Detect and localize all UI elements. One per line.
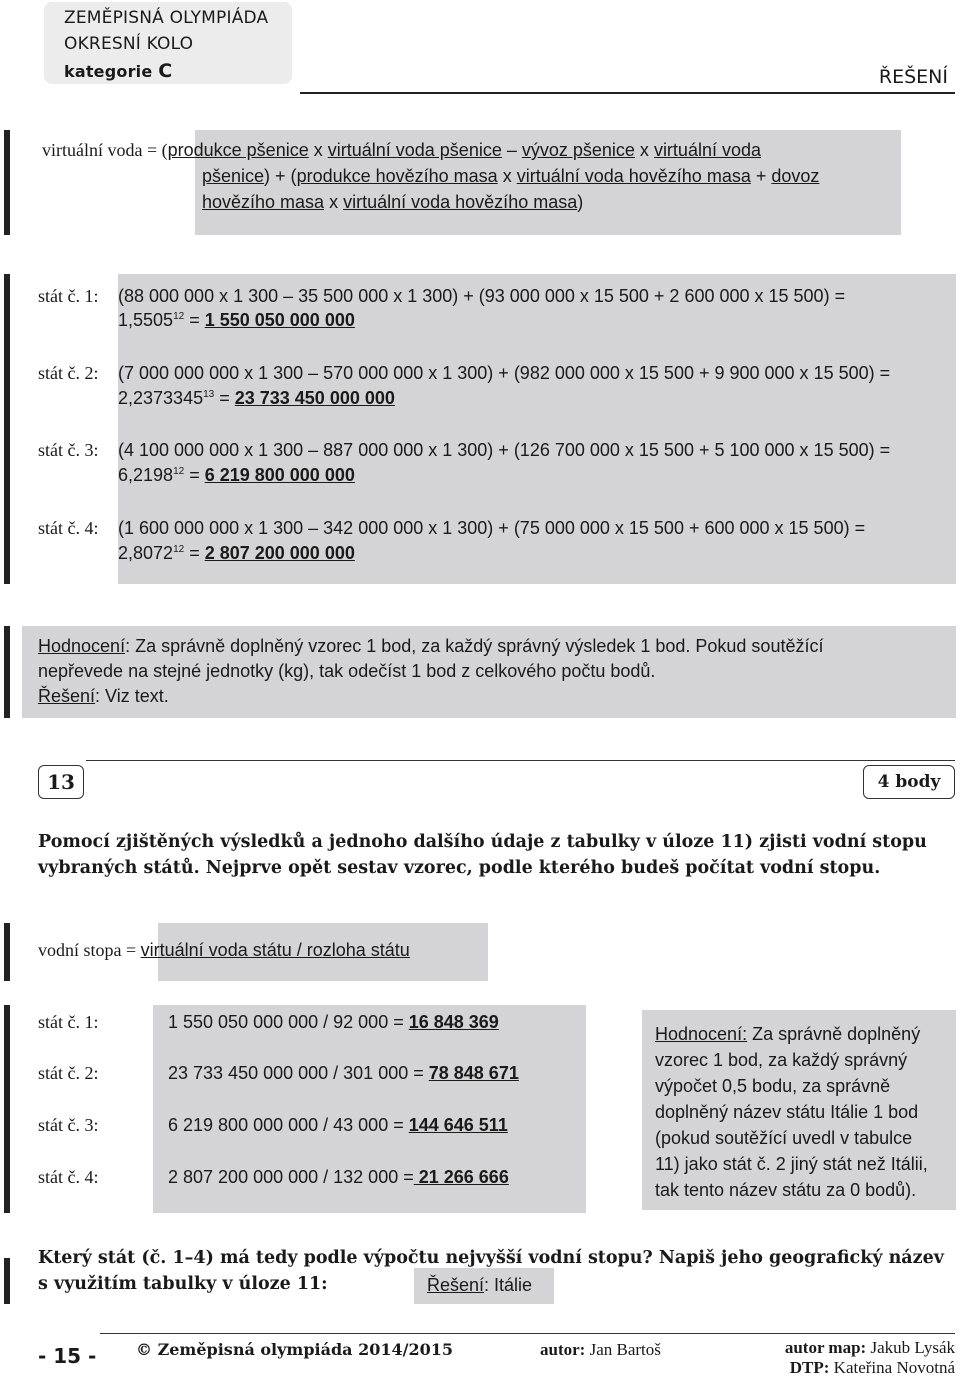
task-number: 13 [38,765,84,799]
result-base: 1,5505 [118,310,174,330]
formula-op: x [634,140,654,160]
result-eq: = [184,310,205,330]
grading2-line: výpočet 0,5 bodu, za správně [655,1076,891,1096]
footprint-result: 78 848 671 [428,1063,519,1083]
final-question-line-1: Který stát (č. 1–4) má tedy podle výpočtu nejvyšší vodní stopu? Napiš jeho geografický název [38,1248,944,1268]
grading-line-2: nepřevede na stejné jednotky (kg), tak odečíst 1 bod z celkového počtu bodů. [38,661,656,681]
footprint-expr: 6 219 800 000 000 / 43 000 = [168,1115,409,1135]
formula-op: + [750,166,772,186]
header-round: OKRESNÍ KOLO [64,34,194,54]
grading2-text: Za správně doplněný [747,1024,921,1044]
formula-op: ) [577,192,584,212]
header-rule [300,92,955,94]
state-expr: (7 000 000 000 x 1 300 – 570 000 000 x 1 300) + (982 000 000 x 15 500 + 9 900 000 x 15 500) = [118,363,891,383]
header-category [64,60,172,82]
result-base: 2,2373345 [118,388,204,408]
author-label: autor: [540,1340,586,1359]
grading-label: Hodnocení [38,636,126,656]
grading2-line: (pokud soutěžící uvedl v tabulce [655,1128,913,1148]
grading2-label: Hodnocení: [655,1024,748,1044]
formula-term: virtuální voda [653,140,761,160]
formula-term: virtuální voda pšenice [327,140,502,160]
state-label: stát č. 3: [38,440,99,460]
margin-bar [4,1258,10,1304]
map-author-name: Jakub Lysák [866,1338,955,1357]
footprint-expr: 2 807 200 000 000 / 132 000 = [168,1167,414,1187]
solution-line [38,686,169,707]
state-label: stát č. 1: [38,286,99,306]
map-author [785,1338,955,1358]
result-exp: 12 [173,311,185,322]
state-result-line [118,465,355,486]
state-expr: (4 100 000 000 x 1 300 – 887 000 000 x 1 300) + (126 700 000 x 15 500 + 5 100 000 x 15 500) = [118,440,891,460]
footprint-calc [168,1115,508,1136]
result-base: 2,8072 [118,543,174,563]
answer-label: Řešení [427,1275,485,1295]
solution-text: : Viz text. [95,686,169,706]
task-rule [86,760,955,761]
formula2-lead: vodní stopa = [38,940,141,960]
footprint-expr: 1 550 050 000 000 / 92 000 = [168,1012,409,1032]
footprint-calc [168,1063,519,1084]
formula-term: virtuální voda hovězího masa [343,192,578,212]
margin-bar [4,1005,10,1213]
solution-label: Řešení [38,686,96,706]
state-result-line [118,310,355,331]
result-value: 23 733 450 000 000 [234,388,395,408]
grading2-line: 11) jako stát č. 2 jiný stát než Itálii, [655,1154,928,1174]
state-expr: (1 600 000 000 x 1 300 – 342 000 000 x 1 300) + (75 000 000 x 15 500 + 600 000 x 15 500) = [118,518,866,538]
state-expr: (88 000 000 x 1 300 – 35 500 000 x 1 300) + (93 000 000 x 15 500 + 2 600 000 x 15 500) = [118,286,846,306]
formula-line-1 [42,140,761,161]
grading2-line: doplněný název státu Itálie 1 bod [655,1102,919,1122]
footer-rule [100,1333,955,1334]
result-exp: 12 [173,544,185,555]
formula-term: pšenice [202,166,265,186]
formula-op: – [501,140,522,160]
footprint-result: 144 646 511 [408,1115,508,1135]
grading2-line: vzorec 1 bod, za každý správný [655,1050,908,1070]
formula-term: vývoz pšenice [521,140,635,160]
grading2-line [655,1024,920,1045]
grading-text: : Za správně doplněný vzorec 1 bod, za každý správný výsledek 1 bod. Pokud soutěžící [125,636,824,656]
formula-lead: virtuální voda = ( [42,140,168,160]
task-question-line-2: vybraných států. Nejprve opět sestav vzorec, podle kterého budeš počítat vodní stopu. [38,858,881,878]
result-eq: = [184,465,205,485]
formula-op: x [324,192,344,212]
footprint-result: 16 848 369 [408,1012,499,1032]
state-result-line [118,543,355,564]
margin-bar [4,130,10,235]
state-label: stát č. 4: [38,518,99,538]
section-label: ŘEŠENÍ [878,66,948,88]
result-eq: = [214,388,235,408]
footprint-label: stát č. 4: [38,1167,99,1187]
grading-line-1 [38,636,823,657]
category-prefix: kategorie [64,62,153,81]
result-exp: 12 [173,466,185,477]
map-author-label: autor map: [784,1338,867,1357]
footprint-formula [38,940,410,961]
dtp-label: DTP: [789,1358,830,1377]
footprint-label: stát č. 1: [38,1012,99,1032]
formula2-rhs: virtuální voda státu / rozloha státu [140,940,410,960]
formula-term: virtuální voda hovězího masa [516,166,751,186]
final-question-line-2: s využitím tabulky v úloze 11: [38,1274,328,1294]
footprint-calc [168,1012,499,1033]
dtp-name: Kateřina Novotná [829,1358,955,1377]
formula-op: x [308,140,328,160]
footprint-expr: 23 733 450 000 000 / 301 000 = [168,1063,429,1083]
dtp [790,1358,955,1378]
result-eq: = [184,543,205,563]
margin-bar [4,626,10,718]
margin-bar [4,274,10,584]
formula-line-3 [202,192,583,213]
formula-term: hovězího masa [202,192,325,212]
footprint-result: 21 266 666 [413,1167,509,1187]
author [540,1340,661,1360]
author-name: Jan Bartoš [585,1340,661,1359]
task-question-line-1: Pomocí zjištěných výsledků a jednoho dalšího údaje z tabulky v úloze 11) zjisti vodní stopu [38,832,927,852]
state-label: stát č. 2: [38,363,99,383]
state-result-line [118,388,395,409]
result-value: 1 550 050 000 000 [204,310,355,330]
formula-line-2 [202,166,819,187]
formula-op: ) + ( [264,166,297,186]
grading2-line: tak tento název státu za 0 bodů). [655,1180,917,1200]
category-letter: C [158,60,173,82]
footprint-label: stát č. 2: [38,1063,99,1083]
result-value: 2 807 200 000 000 [204,543,355,563]
formula-term: produkce pšenice [167,140,309,160]
formula-term: dovoz [771,166,820,186]
copyright: © Zeměpisná olympiáda 2014/2015 [136,1340,454,1359]
header-title: ZEMĚPISNÁ OLYMPIÁDA [64,8,269,28]
task-points: 4 body [863,765,955,799]
result-base: 6,2198 [118,465,174,485]
final-answer [427,1275,532,1296]
margin-bar [4,923,10,981]
result-value: 6 219 800 000 000 [204,465,355,485]
footprint-calc [168,1167,509,1188]
formula-term: produkce hovězího masa [296,166,498,186]
footprint-label: stát č. 3: [38,1115,99,1135]
answer-text: : Itálie [484,1275,533,1295]
formula-op: x [497,166,517,186]
page-number: - 15 - [38,1344,97,1368]
result-exp: 13 [203,389,215,400]
